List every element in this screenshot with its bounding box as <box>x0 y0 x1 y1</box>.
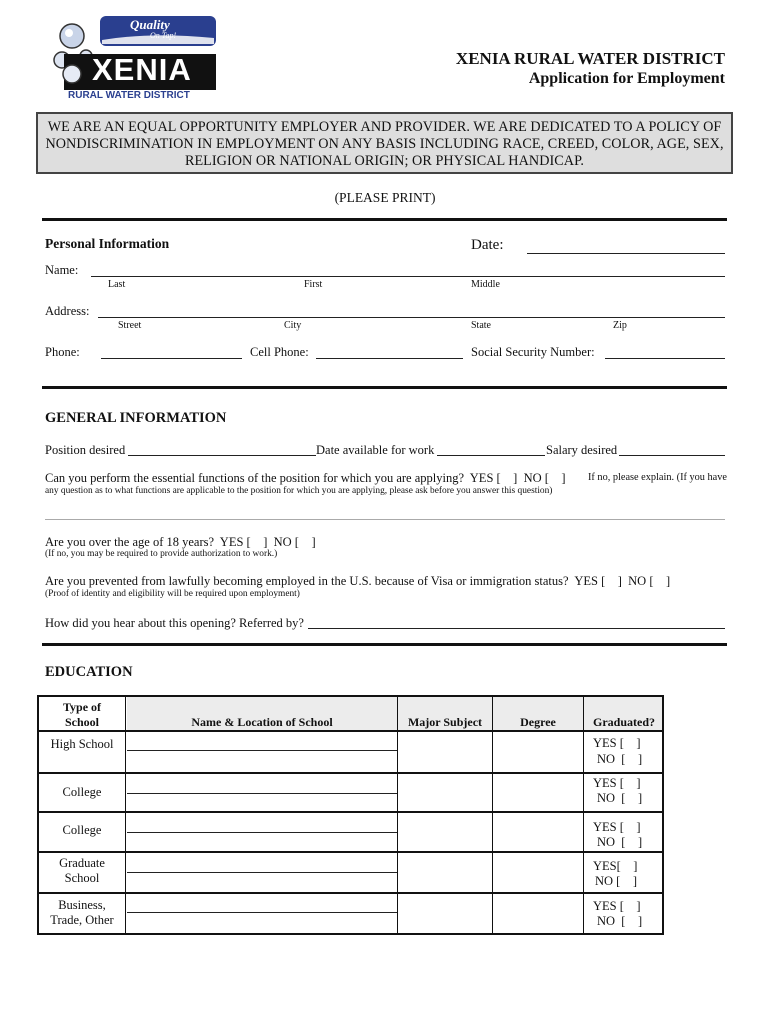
position-desired-label: Position desired <box>45 443 126 457</box>
general-info-heading: GENERAL INFORMATION <box>45 410 227 426</box>
ssn-label: Social Security Number: <box>471 345 595 359</box>
graduated-no[interactable]: NO [ ] <box>597 791 643 805</box>
address-street-caption: Street <box>118 320 142 331</box>
age-question: Are you over the age of 18 years? YES [ ] NO [ ] <box>45 535 316 549</box>
age-note: (If no, you may be required to provide authorization to work.) <box>45 549 278 559</box>
name-field[interactable] <box>91 276 725 277</box>
graduated-no[interactable]: NO [ ] <box>595 874 638 888</box>
column-header-type-label: Type of School <box>62 700 102 729</box>
graduated-yes[interactable]: YES [ ] <box>593 736 641 750</box>
phone-label: Phone: <box>45 345 80 359</box>
column-divider <box>397 697 398 933</box>
personal-info-heading: Personal Information <box>45 236 170 251</box>
address-city-caption: City <box>284 320 302 331</box>
visa-note: (Proof of identity and eligibility will be required upon employment) <box>45 589 300 599</box>
name-location-field[interactable] <box>127 793 397 794</box>
graduated-yes[interactable]: YES[ ] <box>593 859 638 873</box>
graduated-yes[interactable]: YES [ ] <box>593 776 641 790</box>
name-middle-caption: Middle <box>471 279 500 290</box>
form-title: Application for Employment <box>528 70 725 87</box>
column-header-major: Major Subject <box>407 715 483 729</box>
name-location-field[interactable] <box>127 750 397 751</box>
referral-field[interactable] <box>308 628 725 629</box>
graduated-no[interactable]: NO [ ] <box>597 835 643 849</box>
date-label: Date: <box>471 237 504 253</box>
please-print-label: (PLEASE PRINT) <box>334 190 436 205</box>
section-divider <box>42 643 727 646</box>
logo-name: XENIA <box>92 52 192 87</box>
section-divider <box>42 218 727 221</box>
school-type-cell: College <box>62 785 102 799</box>
salary-desired-field[interactable] <box>619 455 725 456</box>
section-divider <box>42 386 727 389</box>
date-available-field[interactable] <box>437 455 545 456</box>
column-divider <box>125 697 126 933</box>
column-divider <box>492 697 493 933</box>
referral-question: How did you hear about this opening? Referred by? <box>45 616 304 630</box>
essential-functions-note: any question as to what functions are applicable to the position for which you are applying, please ask before you answer this question) <box>45 486 553 496</box>
column-header-name-location: Name & Location of School <box>191 715 333 729</box>
graduated-no[interactable]: NO [ ] <box>597 752 643 766</box>
education-table <box>37 695 664 935</box>
school-type-cell: High School <box>50 737 114 751</box>
school-type-cell: College <box>62 823 102 837</box>
logo-badge-bottom: On Tap! <box>150 31 177 40</box>
graduated-yes[interactable]: YES [ ] <box>593 820 641 834</box>
equal-opportunity-notice <box>36 112 733 174</box>
xenia-logo <box>50 14 222 102</box>
address-state-caption: State <box>471 320 491 331</box>
name-label: Name: <box>45 263 79 277</box>
address-field[interactable] <box>98 317 725 318</box>
phone-field[interactable] <box>101 358 242 359</box>
name-location-field[interactable] <box>127 872 397 873</box>
notice-text: WE ARE AN EQUAL OPPORTUNITY EMPLOYER AND PROVIDER. WE ARE DEDICATED TO A POLICY OF NONDISCRIMINATION IN EMPLOYMENT ON ANY BASIS INCLUDING RACE, CREED, COLOR, AGE, SEX, RELIGION OR NATIONAL ORIGIN; OR PHYSICAL HANDICAP. <box>45 119 724 169</box>
visa-question: Are you prevented from lawfully becoming employed in the U.S. because of Visa or immigration status? YES [ ] NO [ ] <box>45 574 671 588</box>
logo-badge-top: Quality <box>130 17 170 32</box>
name-location-field[interactable] <box>127 832 397 833</box>
header-row-divider <box>39 730 662 732</box>
school-type-cell: Business, Trade, Other <box>50 898 114 927</box>
explanation-field[interactable] <box>45 519 725 520</box>
organization-title: XENIA RURAL WATER DISTRICT <box>455 49 725 68</box>
column-header-degree: Degree <box>520 715 556 729</box>
logo-subtitle: RURAL WATER DISTRICT <box>68 90 190 101</box>
column-header-graduated: Graduated? <box>592 715 655 729</box>
ssn-field[interactable] <box>605 358 725 359</box>
date-available-label: Date available for work <box>316 443 435 457</box>
column-header-type <box>39 700 125 730</box>
graduated-yes[interactable]: YES [ ] <box>593 899 641 913</box>
name-location-field[interactable] <box>127 912 397 913</box>
school-type-cell: Graduate School <box>59 856 105 885</box>
position-desired-field[interactable] <box>128 455 316 456</box>
name-first-caption: First <box>304 279 323 290</box>
address-label: Address: <box>45 304 90 318</box>
name-last-caption: Last <box>108 279 126 290</box>
row-divider <box>39 811 662 813</box>
cell-phone-field[interactable] <box>316 358 463 359</box>
essential-functions-question: Can you perform the essential functions of the position for which you are applying? YES [ ] NO [ ] <box>45 471 566 485</box>
row-divider <box>39 892 662 894</box>
salary-desired-label: Salary desired <box>546 443 618 457</box>
date-field[interactable] <box>527 253 725 254</box>
cell-phone-label: Cell Phone: <box>250 345 309 359</box>
column-divider <box>583 697 584 933</box>
row-divider <box>39 851 662 853</box>
address-zip-caption: Zip <box>613 320 627 331</box>
essential-explain-note: If no, please explain. (If you have <box>588 472 727 483</box>
row-divider <box>39 772 662 774</box>
education-heading: EDUCATION <box>45 664 133 680</box>
graduated-no[interactable]: NO [ ] <box>597 914 643 928</box>
